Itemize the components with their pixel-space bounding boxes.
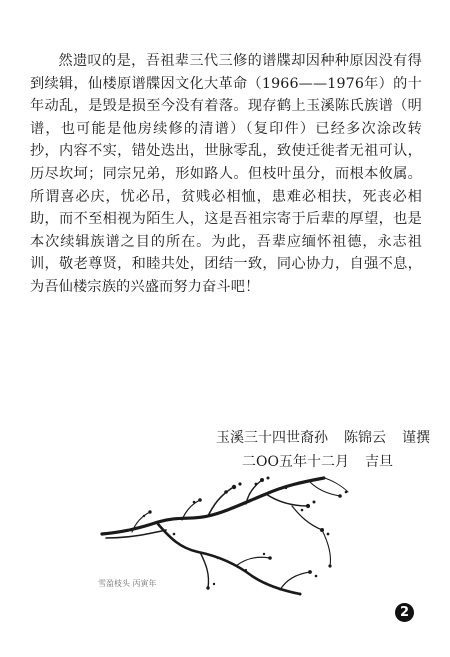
date-line (216, 451, 430, 473)
author-title: 玉溪三十四世裔孙 (216, 430, 328, 446)
date-suffix: 吉旦 (364, 454, 393, 470)
page-number-badge: 2 (395, 603, 414, 622)
body-paragraph: 然遗叹的是，吾祖辈三代三修的谱牒却因种种原因没有得到续辑，仙楼原谱牒因文化大革命（1966——1976年）的十年动乱，是毁是损至今没有着落。现存鹤上玉溪陈氏族谱（明谱，也可能是他房续修的清谱）（复印件）已经多次涂改转抄，内容不实，错处迭出，世脉零乱，致使迁徙者无祖可认，历尽坎坷；同宗兄弟，形如路人。但枝叶虽分，而根本攸属。所谓喜必庆，忧必吊，贫贱必相恤，患难必相扶，死丧必相助，而不至相视为陌生人，这是吾祖宗寄于后辈的厚望，也是本次续辑族谱之目的所在。为此，吾辈应缅怀祖德，永志祖训，敬老尊贤，和睦共处，团结一致，同心协力，自强不息，为吾仙楼宗族的兴盛而努力奋斗吧！ (30, 53, 422, 295)
painting-inscription: 雪盈枝头 丙寅年 (98, 579, 157, 588)
date-text: 二OO五年十二月 (242, 454, 349, 470)
signature-block (216, 427, 430, 473)
preface-text (30, 50, 422, 299)
author-line (216, 427, 430, 449)
author-action: 谨撰 (402, 430, 430, 446)
author-name: 陈锦云 (344, 430, 386, 446)
